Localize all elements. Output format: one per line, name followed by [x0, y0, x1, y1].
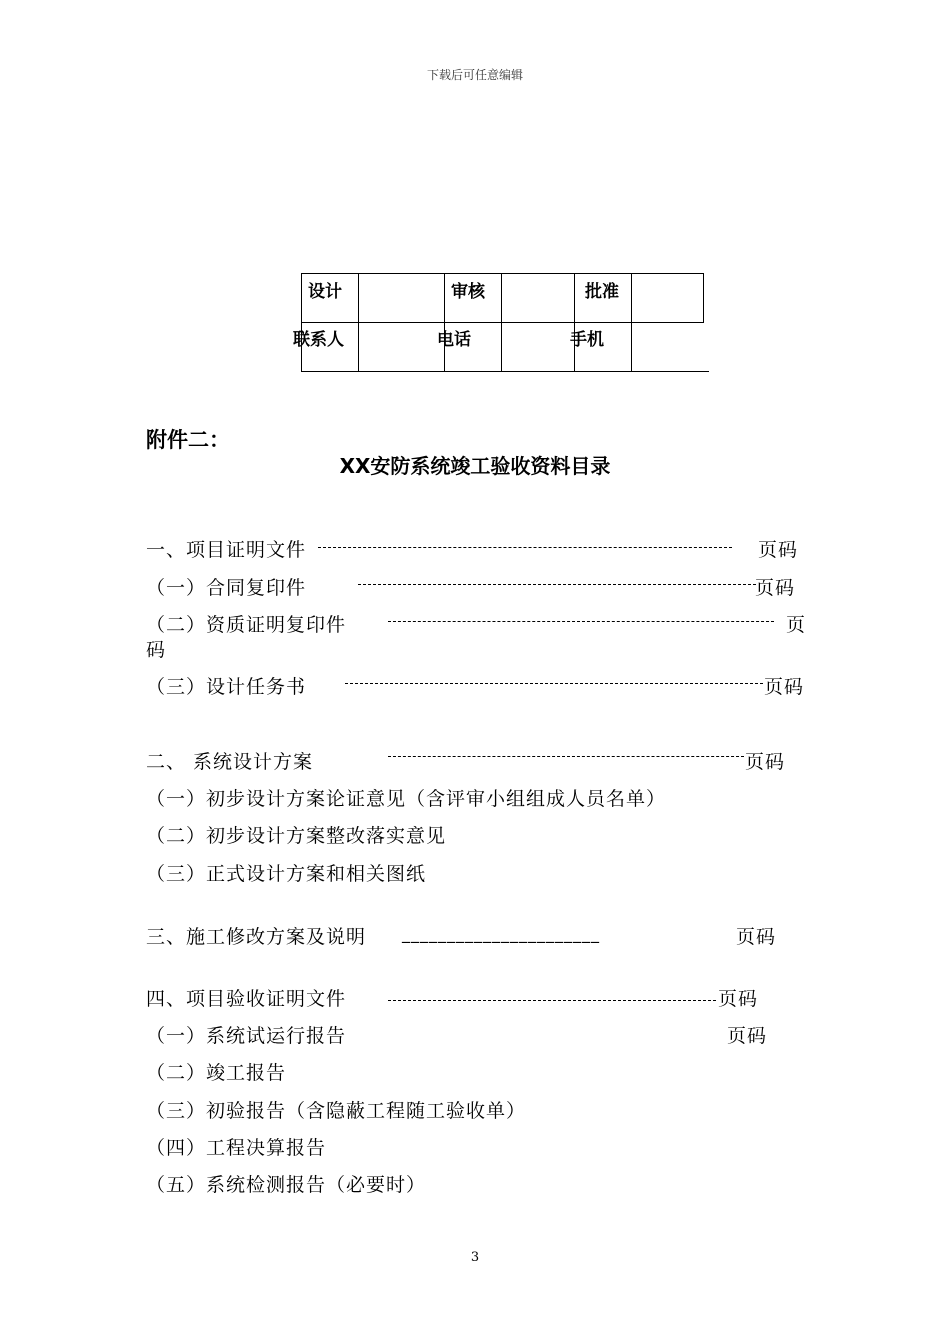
contact-label: 联系人 [293, 330, 344, 350]
page-label: 页码 [755, 577, 796, 599]
page-label-wrap-start: 页 [786, 614, 807, 636]
phone-label: 电话 [437, 330, 471, 350]
leader-dots [388, 1000, 716, 1001]
page-label: 页码 [764, 676, 805, 698]
annex-label: 附件二： [146, 428, 230, 452]
header-note: 下载后可任意编辑 [426, 68, 523, 82]
toc-section-2-1: （一）初步设计方案论证意见（含评审小组组成人员名单） [146, 788, 667, 810]
toc-section-4-4: （四）工程决算报告 [146, 1137, 327, 1159]
page-label: 页码 [727, 1025, 768, 1047]
page-label: 页码 [718, 988, 759, 1010]
approve-label: 批准 [585, 282, 619, 302]
leader-dots [358, 584, 756, 585]
mobile-label: 手机 [570, 330, 604, 350]
toc-section-4-5: （五）系统检测报告（必要时） [146, 1174, 427, 1196]
page-number: 3 [470, 1250, 480, 1265]
toc-section-1: 一、项目证明文件 [146, 539, 307, 561]
leader-dots [388, 621, 774, 622]
toc-section-1-2: （二）资质证明复印件 [146, 614, 347, 636]
toc-section-2-2: （二）初步设计方案整改落实意见 [146, 825, 447, 847]
leader-dots [345, 683, 763, 684]
toc-section-2: 二、 系统设计方案 [146, 751, 314, 773]
toc-section-1-3: （三）设计任务书 [146, 676, 307, 698]
design-label: 设计 [308, 282, 342, 302]
toc-section-1-1: （一）合同复印件 [146, 577, 307, 599]
page-label: 页码 [745, 751, 786, 773]
toc-section-4: 四、项目验收证明文件 [146, 988, 347, 1010]
leader-dots [318, 547, 732, 548]
fill-underline: ______________________ [402, 924, 600, 943]
toc-section-4-1: （一）系统试运行报告 [146, 1025, 347, 1047]
toc-section-2-3: （三）正式设计方案和相关图纸 [146, 863, 427, 885]
page-label: 页码 [758, 539, 799, 561]
page-label-wrap-end: 码 [146, 639, 167, 661]
page-label: 页码 [736, 926, 777, 948]
toc-section-4-2: （二）竣工报告 [146, 1062, 287, 1084]
toc-section-4-3: （三）初验报告（含隐蔽工程随工验收单） [146, 1100, 527, 1122]
signature-table [293, 273, 704, 372]
toc-section-3: 三、施工修改方案及说明 [146, 926, 367, 948]
review-label: 审核 [451, 282, 485, 302]
leader-dots [388, 756, 744, 757]
document-title: XX安防系统竣工验收资料目录 [339, 454, 611, 478]
